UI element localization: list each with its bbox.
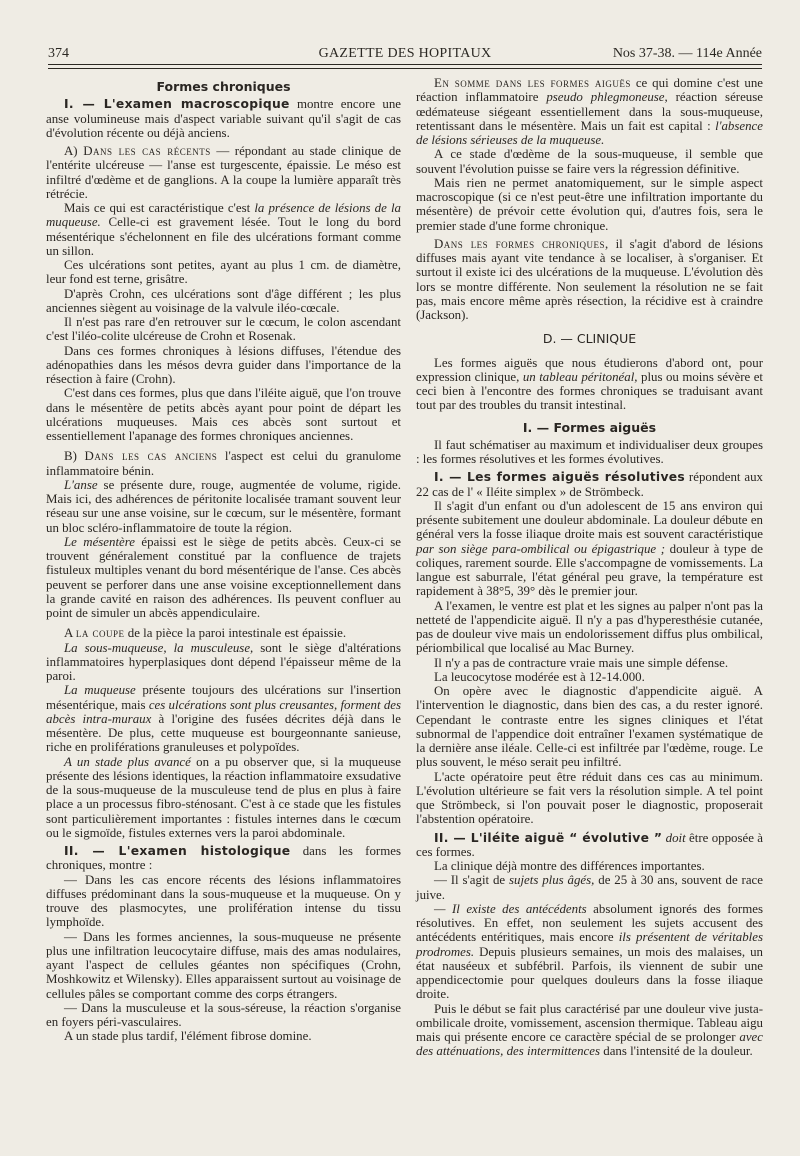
- paragraph: — Il s'agit de sujets plus âgés, de 25 à 30 ans, souvent de race juive.: [416, 873, 763, 902]
- paragraph: Mais rien ne permet anatomiquement, sur le simple aspect macroscopique (si ce n'est peut-être une infiltration importante du mésentère) de prévoir cette évolution qui, d'autres fois, sera le premier stade d'une forme chronique.: [416, 175, 763, 233]
- paragraph: Il faut schématiser au maximum et individualiser deux groupes : les formes résolutives et les formes évolutives.: [416, 437, 763, 466]
- page-number: 374: [48, 46, 69, 61]
- paragraph: Dans les formes chroniques, il s'agit d'abord de lésions diffuses mais ayant vite tendance à se localiser, à s'organiser. Et surtout il existe ici des ulcérations de la muqueuse. L'évolution dès lors se montre différente. Non seulement la résolution ne se fait pas, mais encore même après résection, la récidive est à craindre (Jackson).: [416, 236, 763, 322]
- paragraph: D'après Crohn, ces ulcérations sont d'âge différent ; les plus anciennes siègent au voisinage de la valvule iléo-cœcale.: [46, 286, 401, 315]
- paragraph: Mais ce qui est caractéristique c'est la présence de lésions de la muqueuse. Celle-ci est gravement lésée. Tout le long du bord mésentérique s'échelonnent en file des ulcérations formant comme un sillon.: [46, 201, 401, 258]
- paragraph: L'anse se présente dure, rouge, augmentée de volume, rigide. Mais ici, des adhérences de péritonite localisée tramant souvent leur réseau sur une anse voisine, sur le cœcum, sur le mésentère, formant un bloc scléro-inflammatoire de toute la région.: [46, 477, 401, 535]
- paragraph: Puis le début se fait plus caractérisé par une douleur vive justa-ombilicale droite, vomissement, ascension thermique. Tableau aigu mais qui présente encore ce caractère spécial de se prolonger avec des atténuations, des intermittences dans l'intensité de la douleur.: [416, 1001, 763, 1059]
- section-heading-formes-aigues: I. — Formes aiguës: [522, 419, 657, 435]
- paragraph: A un stade plus avancé on a pu observer que, si la muqueuse présente des lésions identiques, la réaction inflammatoire exsudative de la sous-muqueuse de la musculeuse tend de plus en plus à faire place a un processus fibro-sténosant. C'est à ce stade que les fistules sont particulièrement importantes : fistules internes dans le cœcum ou le sigmoïde, fistules externes vers la paroi abdominale.: [46, 754, 401, 840]
- paragraph: C'est dans ces formes, plus que dans l'iléite aiguë, que l'on trouve dans le mésentère de petits abcès ayant pour point de départ les ulcérations muqueuses. Mais ces abcès sont surtout et essentiellement l'apanage des formes chroniques anciennes.: [46, 386, 401, 443]
- paragraph: — Dans les formes anciennes, la sous-muqueuse ne présente plus une infiltration leucocytaire diffuse, mais des amas nodulaires, ayant l'aspect de cellules géantes non spécifiques (Crohn, Moshkowitz et Wilensky). Elles apparaissent surtout au voisinage de cellules pâles se comportant comme des corps étrangers.: [46, 929, 401, 1001]
- paragraph: La clinique déjà montre des différences importantes.: [434, 859, 705, 873]
- paragraph: L'acte opératoire peut être réduit dans ces cas au minimum. L'évolution ultérieure se fait vers la résolution simple. A tel point que Strömbeck, si l'on pouvait poser le diagnostic, proposerait l'abstention opératoire.: [416, 769, 763, 827]
- issue-label: Nos 37-38. — 114e Année: [612, 46, 762, 61]
- paragraph: En somme dans les formes aiguës ce qui domine c'est une réaction inflammatoire pseudo phlegmoneuse, réaction séreuse œdémateuse siégeant essentiellement dans la sous-muqueuse, retentissant dans le mésentère. Mais un fait est capital : l'absence de lésions sérieuses de la muqueuse.: [416, 76, 763, 147]
- paragraph: — Dans la musculeuse et la sous-séreuse, la réaction s'organise en foyers péri-vasculaires.: [46, 1000, 401, 1029]
- subheading: I. — Les formes aiguës résolutives: [434, 470, 686, 485]
- right-column: [416, 76, 763, 1059]
- header-rule-thin: [48, 68, 762, 69]
- paragraph: II. — L'iléite aiguë “ évolutive ” doit être opposée à ces formes.: [416, 830, 764, 859]
- paragraph: Le mésentère épaissi est le siège de petits abcès. Ceux-ci se trouvent généralement constitué par la confluence de trajets fistuleux multiples venant du bord mésentérique de l'anse. Ces abcès peuvent se perforer dans une anse voisine exceptionnellement dans la grande cavité en raison des adhérences. Ils peuvent confluer au point de simuler un abcès appendiculaire.: [46, 534, 402, 620]
- paragraph: Ces ulcérations sont petites, ayant au plus 1 cm. de diamètre, leur fond est terne, grisâtre.: [46, 258, 401, 287]
- subheading: II. — L'iléite aiguë “ évolutive ”: [434, 830, 663, 845]
- section-heading-formes-chroniques: Formes chroniques: [156, 79, 291, 94]
- running-header: [48, 46, 762, 64]
- paragraph: Il s'agit d'un enfant ou d'un adolescent de 15 ans environ qui présente subitement une douleur abdominale. La douleur débute en général vers la fosse iliaque droite mais est souvent caractéristique par son siège para-ombilical ou épigastrique ; douleur à type de coliques, rarement sourde. Elle s'accompagne de vomissements. La langue est saburrale, l'état général peu grave, la température est rapidement à 38°5, 39° dès le premier jour.: [416, 498, 763, 599]
- paragraph: Dans ces formes chroniques à lésions diffuses, l'étendue des adénopathies dans les mésos devra guider dans l'importance de la résection à faire (Crohn).: [46, 343, 401, 386]
- paragraph: La sous-muqueuse, la musculeuse, sont le siège d'altérations inflammatoires hyperplasiques dont dépend l'épaisseur même de la paroi.: [46, 640, 401, 683]
- paragraph: II. — L'examen histologique dans les formes chroniques, montre :: [46, 844, 401, 873]
- paragraph: Il n'est pas rare d'en retrouver sur le cœcum, le colon ascendant c'est l'iléo-colite ulcéreuse de Crohn et Rosenak.: [46, 315, 401, 344]
- paragraph: A la coupe de la pièce la paroi intestinale est épaissie.: [64, 626, 347, 641]
- subheading: I. — L'examen macroscopique: [64, 97, 290, 112]
- paragraph: I. — Les formes aiguës résolutives répondent aux 22 cas de l' « Iléite simplex » de Strömbeck.: [416, 470, 763, 499]
- paragraph: — Il existe des antécédents absolument ignorés des formes résolutives. En effet, non seulement les sujets accusent des antécédents entéritiques, mais encore ils présentent de véritables prodromes. Depuis plusieurs semaines, un mois des malaises, un état nauséeux et subfébril. Parfois, ils viennent de subir une appendicectomie pour quelques douleurs dans la fosse iliaque droite.: [416, 901, 763, 1002]
- paragraph: A un stade plus tardif, l'élément fibrose domine.: [64, 1029, 312, 1044]
- left-column: [46, 76, 401, 1044]
- paragraph: Il n'y a pas de contracture vraie mais une simple défense.: [434, 655, 729, 670]
- paragraph: B) Dans les cas anciens l'aspect est celui du granulome inflammatoire bénin.: [46, 449, 401, 478]
- paragraph: — Dans les cas encore récents des lésions inflammatoires diffuses prédominant dans la sous-muqueuse et la muqueuse. On y trouve des plasmocytes, une prolifération intense du tissu lymphoïde.: [46, 872, 401, 930]
- subheading: II. — L'examen histologique: [64, 844, 291, 858]
- paragraph: On opère avec le diagnostic d'appendicite aiguë. A l'intervention le diagnostic, dans bien des cas, a du rester ignoré. Cependant le contraste entre les signes cliniques et l'état subnormal de l'appendice doit entraîner l'examen systématique de la dernière anse iléale. Celle-ci est infiltrée par l'œdème, rouge. Le plus souvent, le méso serait peu infiltré.: [416, 684, 763, 770]
- paragraph: La muqueuse présente toujours des ulcérations sur l'insertion mésentérique, mais ces ulcérations sont plus creusantes, forment des abcès intra-muraux à l'origine des fusées décrites déjà dans le mésentère. De plus, cette muqueuse est bourgeonnante sanieuse, riche en proliférations granuleuses et polypoïdes.: [46, 683, 402, 755]
- journal-title: GAZETTE DES HOPITAUX: [318, 46, 492, 61]
- paragraph: A l'examen, le ventre est plat et les signes au palper n'ont pas la netteté de l'appendicite aiguë. Il n'y a pas d'hyperesthésie cutanée, pas de douleur vive mais un endolorissement diffus plus ombilical, périombilical que localisé au Mac Burney.: [416, 598, 763, 656]
- header-rule-thick: [48, 64, 762, 65]
- paragraph: A) Dans les cas récents — répondant au stade clinique de l'entérite ulcéreuse — l'anse est turgescente, épaissie. Le méso est infiltré d'œdème et de ganglions. A la coupe la lumière apparaît très rétrécie.: [46, 144, 401, 201]
- paragraph: Les formes aiguës que nous étudierons d'abord ont, pour expression clinique, un tableau péritonéal, plus ou moins sévère et ceci bien à l'encontre des formes chroniques se traduisant avant tout par des troubles du transit intestinal.: [416, 355, 763, 413]
- paragraph: I. — L'examen macroscopique montre encore une anse volumineuse mais d'aspect variable suivant qu'il s'agit de cas d'évolution récente ou déjà anciens.: [46, 97, 401, 140]
- paragraph: A ce stade d'œdème de la sous-muqueuse, il semble que souvent l'évolution puisse se faire vers la régression définitive.: [416, 147, 763, 176]
- paragraph: La leucocytose modérée est à 12-14.000.: [434, 669, 645, 684]
- section-heading-clinique: D. — CLINIQUE: [542, 331, 637, 347]
